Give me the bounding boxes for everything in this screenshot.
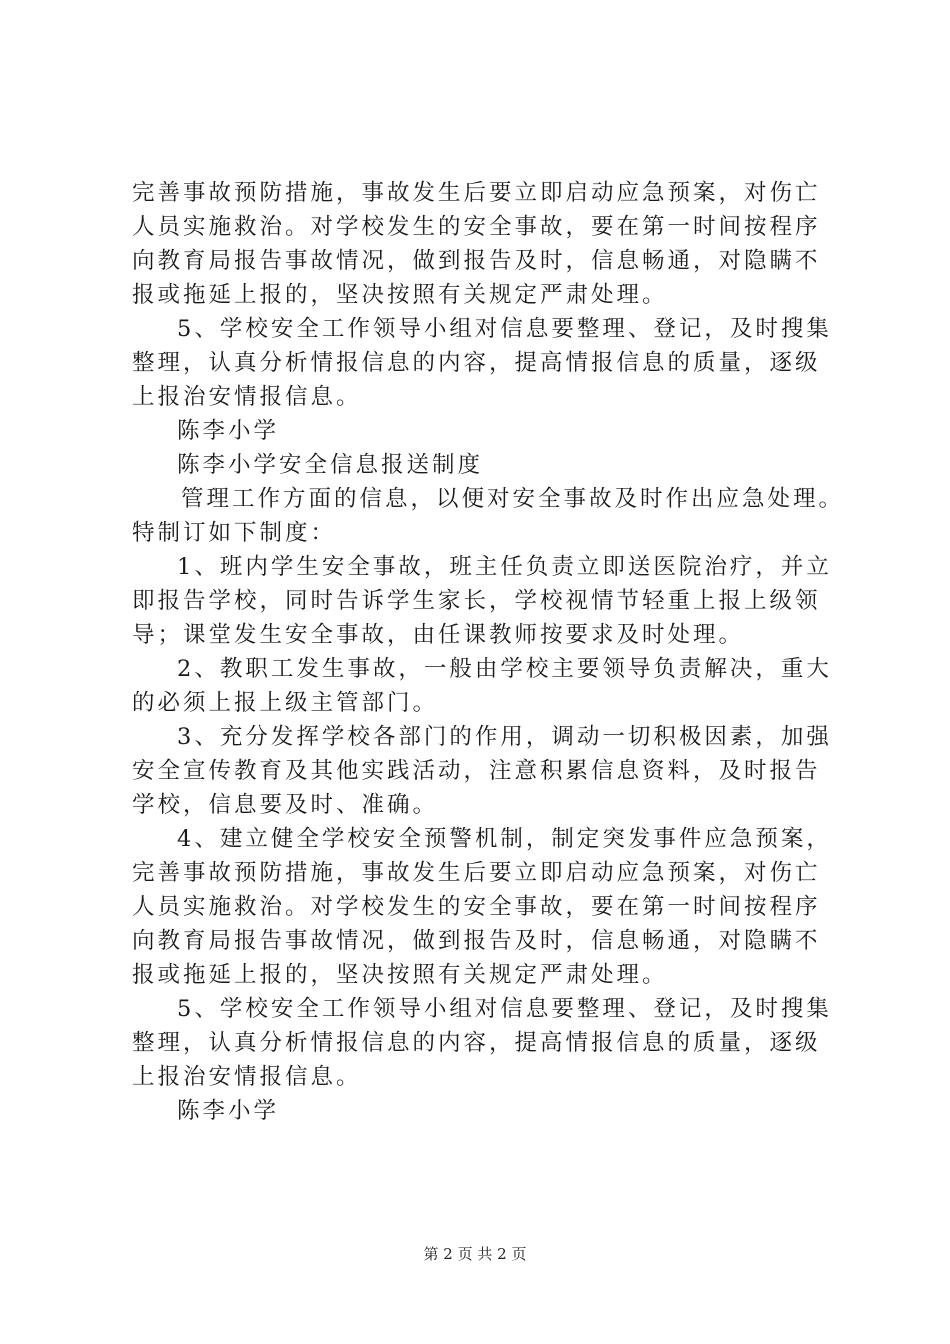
text-line: 管理工作方面的信息，以便对安全事故及时作出应急处理。 <box>181 486 845 512</box>
text-line: 报或拖延上报的，坚决按照有关规定严肃处理。 <box>132 282 668 308</box>
section-title: 陈李小学安全信息报送制度 <box>177 452 484 478</box>
text-line: 特制订如下制度： <box>132 520 337 546</box>
text-line: 5、学校安全工作领导小组对信息要整理、登记，及时搜集 <box>177 316 832 342</box>
text-line: 1、班内学生安全事故，班主任负责立即送医院治疗，并立 <box>177 554 832 580</box>
text-line: 整理，认真分析情报信息的内容，提高情报信息的质量，逐级 <box>132 1030 821 1056</box>
text-line: 向教育局报告事故情况，做到报告及时，信息畅通，对隐瞒不 <box>132 928 821 954</box>
text-line: 学校，信息要及时、准确。 <box>132 792 439 818</box>
text-line: 报或拖延上报的，坚决按照有关规定严肃处理。 <box>132 962 668 988</box>
text-line: 完善事故预防措施，事故发生后要立即启动应急预案，对伤亡 <box>132 860 821 886</box>
text-line: 4、建立健全学校安全预警机制，制定突发事件应急预案， <box>177 826 832 852</box>
text-line: 上报治安情报信息。 <box>132 384 362 410</box>
text-line: 向教育局报告事故情况，做到报告及时，信息畅通，对隐瞒不 <box>132 248 821 274</box>
text-line: 2、教职工发生事故，一般由学校主要领导负责解决，重大 <box>177 656 832 682</box>
text-line: 人员实施救治。对学校发生的安全事故，要在第一时间按程序 <box>132 214 821 240</box>
signature-line: 陈李小学 <box>177 418 280 444</box>
text-line: 3、充分发挥学校各部门的作用，调动一切积极因素，加强 <box>177 724 832 750</box>
text-line: 的必须上报上级主管部门。 <box>132 690 439 716</box>
page-number-footer: 第 2 页 共 2 页 <box>423 1245 527 1263</box>
text-line: 完善事故预防措施，事故发生后要立即启动应急预案，对伤亡 <box>132 180 821 206</box>
document-body <box>132 176 845 1128</box>
text-line: 人员实施救治。对学校发生的安全事故，要在第一时间按程序 <box>132 894 821 920</box>
text-line: 安全宣传教育及其他实践活动，注意积累信息资料，及时报告 <box>132 758 821 784</box>
text-line: 上报治安情报信息。 <box>132 1064 362 1090</box>
text-line: 整理，认真分析情报信息的内容，提高情报信息的质量，逐级 <box>132 350 821 376</box>
text-line: 导；课堂发生安全事故，由任课教师按要求及时处理。 <box>132 622 745 648</box>
text-line: 即报告学校，同时告诉学生家长，学校视情节轻重上报上级领 <box>132 588 821 614</box>
signature-line: 陈李小学 <box>177 1098 280 1124</box>
text-line: 5、学校安全工作领导小组对信息要整理、登记，及时搜集 <box>177 996 832 1022</box>
